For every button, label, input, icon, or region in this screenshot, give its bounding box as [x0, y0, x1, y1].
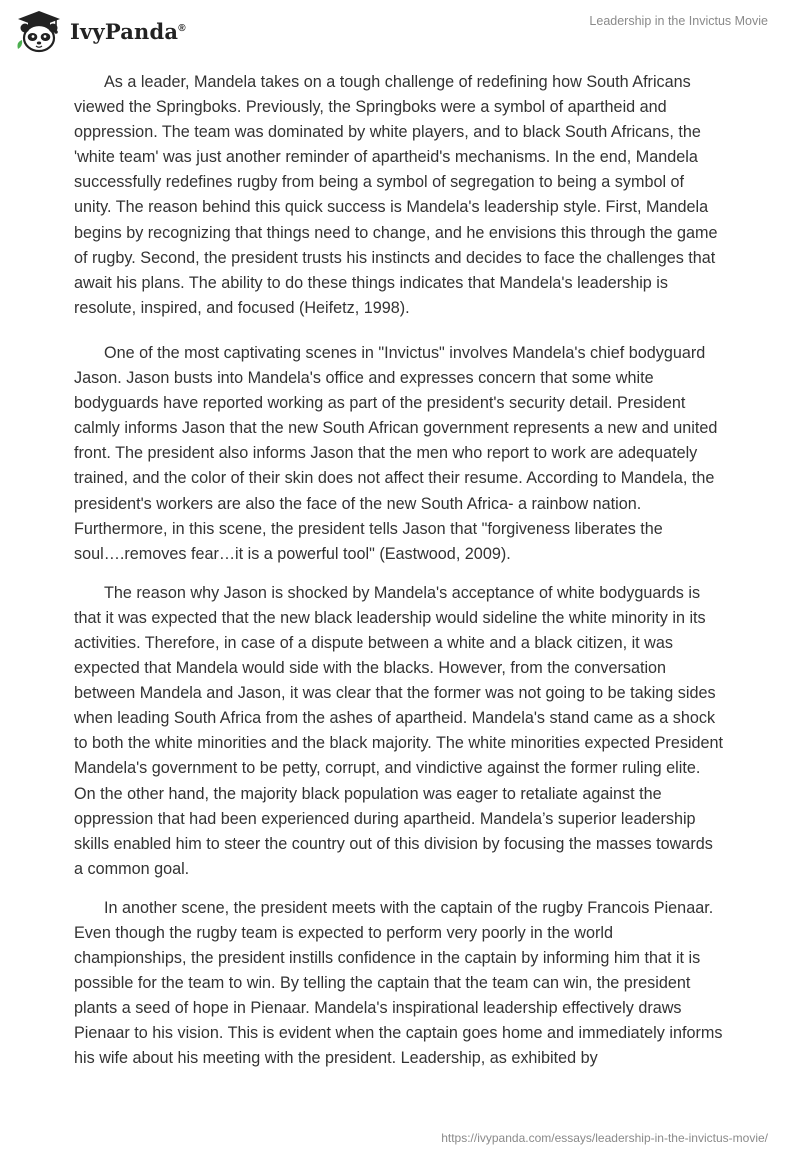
essay-body [74, 70, 726, 1086]
paragraph: In another scene, the president meets with the captain of the rugby Francois Pienaar. Even though the rugby team is expected to perform very poorly in the world championships, the president instills confidence in the captain by informing him that it is possible for the team to win. By telling the captain that the team can win, the president plants a seed of hope in Pienaar. Mandela's inspirational leadership effectively draws Pienaar to his vision. This is evident when the captain goes home and immediately informs his wife about his meeting with the president. Leadership, as exhibited by [74, 898, 723, 1068]
panda-graduate-icon [14, 9, 64, 53]
source-url[interactable]: https://ivypanda.com/essays/leadership-in-the-invictus-movie/ [441, 1131, 768, 1145]
paragraph: The reason why Jason is shocked by Mandela's acceptance of white bodyguards is that it was expected that the new black leadership would sideline the white minority in its activities. Therefore, in case of a dispute between a white and a black citizen, it was expected that Mandela would side with the blacks. However, from the conversation between Mandela and Jason, it was clear that the former was not going to be taking sides when leading South Africa from the ashes of apartheid. Mandela's stand came as a shock to both the white minorities and the black majority. The white minorities expected President Mandela's government to be petty, corrupt, and vindictive against the former ruling elite. On the other hand, the majority black population was eager to retaliate against the oppression that had been experienced during apartheid. Mandela’s superior leadership skills enabled him to steer the country out of this division by focusing the masses towards a common goal. [74, 583, 724, 878]
page-header [0, 0, 800, 60]
brand-name: IvyPanda® [70, 18, 186, 44]
paragraph: One of the most captivating scenes in "Invictus" involves Mandela's chief bodyguard Jason. Jason busts into Mandela's office and expresses concern that some white bodyguards have reported working as part of the president's security detail. President calmly informs Jason that the new South African government represents a new and united front. The president also informs Jason that the men who report to work are adequately trained, and the color of their skin does not affect their resume. According to Mandela, the president's workers are also the face of the new South Africa- a rainbow nation. Furthermore, in this scene, the president tells Jason that "forgiveness liberates the soul….removes fear…it is a powerful tool" (Eastwood, 2009). [74, 343, 718, 563]
document-title: Leadership in the Invictus Movie [589, 14, 768, 28]
paragraph: As a leader, Mandela takes on a tough challenge of redefining how South Africans viewed the Springboks. Previously, the Springboks were a symbol of apartheid and oppression. The team was dominated by white players, and to black South Africans, the 'white team' was just another reminder of apartheid's mechanisms. In the end, Mandela successfully redefines rugby from being a symbol of segregation to being a symbol of unity. The reason behind this quick success is Mandela's leadership style. First, Mandela begins by recognizing that things need to change, and he envisions this through the game of rugby. Second, the president trusts his instincts and decides to face the challenges that await his plans. The ability to do these things indicates that Mandela's leadership is resolute, inspired, and focused (Heifetz, 1998). [74, 73, 718, 317]
brand-logo[interactable] [14, 8, 186, 54]
